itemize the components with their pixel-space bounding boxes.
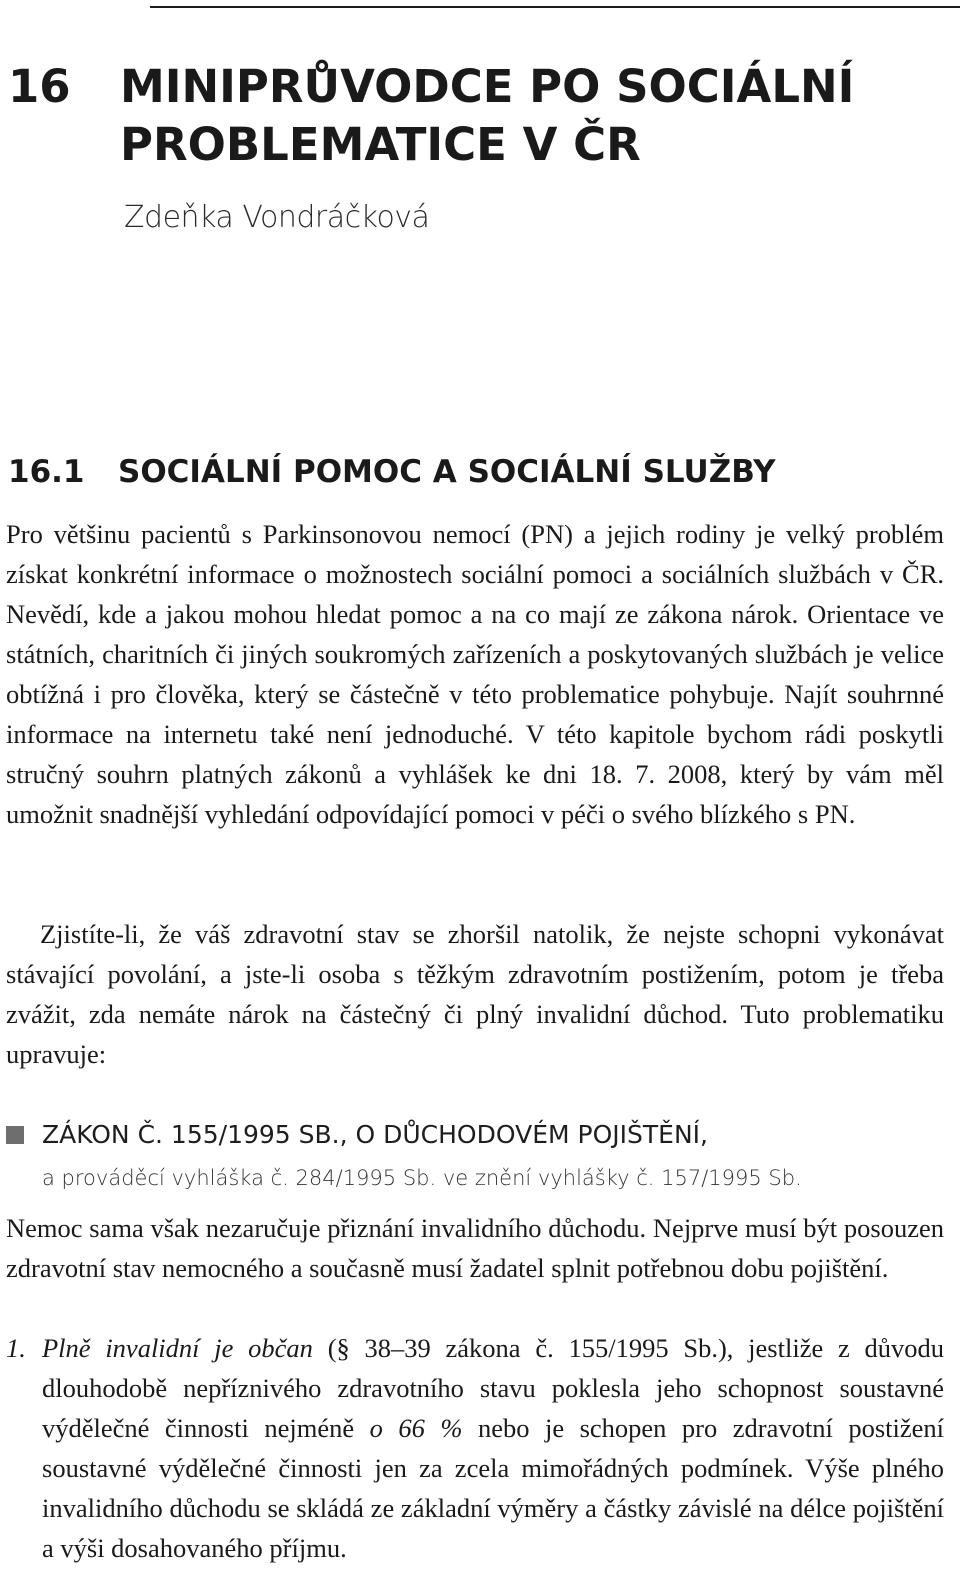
list-marker: 1. (6, 1333, 26, 1363)
list-percent-italic: o 66 % (369, 1413, 463, 1443)
chapter-title: MINIPRŮVODCE PO SOCIÁLNÍ PROBLEMATICE V ČR (120, 60, 855, 171)
author-name: Zdeňka Vondráčková (124, 200, 430, 235)
disability-paragraph: Zjistíte-li, že váš zdravotní stav se zhoršil natolik, že nejste schopni vykonávat stávající povolání, a jste-li osoba s těžkým zdravotním postižením, potom je třeba zvážit, zda nemáte nárok na částečný či plný invalidní důchod. Tuto problematiku upravuje: (6, 919, 944, 1069)
top-rule (150, 6, 960, 8)
intro-paragraph: Pro většinu pacientů s Parkinsonovou nemocí (PN) a jejich rodiny je velký problém získat konkrétní informace o možnostech sociální pomoci a sociálních službách v ČR. Nevědí, kde a jakou mohou hledat pomoc a na co mají ze zákona nárok. Orientace ve státních, charitních či jiných soukromých zařízeních a poskytovaných službách je velice obtížná i pro člověka, který se částečně v této problematice pohybuje. Najít souhrnné informace na internetu také není jednoduché. V této kapitole bychom rádi poskytli stručný souhrn platných zákonů a vyhlášek ke dni 18. 7. 2008, který by vám měl umožnit snadnější vyhledání odpovídající pomoci v péči o svého blízkého s PN. (6, 519, 944, 829)
list-lead-italic: Plně invalidní je občan (42, 1333, 313, 1363)
law-subheading: a prováděcí vyhláška č. 284/1995 Sb. ve znění vyhlášky č. 157/1995 Sb. (42, 1166, 802, 1190)
list-item (6, 1328, 944, 1568)
chapter-number: 16 (8, 60, 71, 113)
section-number: 16.1 (8, 454, 85, 490)
list-text-a: (§ 38–39 zákona č. 155/1995 Sb.), jestliže z důvodu dlouhodobě nepříznivého zdravotního stavu poklesla jeho schopnost soustavné výdělečné činnosti nejméně (42, 1333, 944, 1443)
list-item-text (42, 1328, 944, 1568)
list-text-b: nebo je schopen pro zdravotní postižení soustavné výdělečné činnosti jen za zcela mimořádných podmínek. Výše plného invalidního důchodu se skládá ze základní výměry a částky závislé na délce pojištění a výši dosahovaného příjmu. (42, 1413, 945, 1563)
section-title: SOCIÁLNÍ POMOC A SOCIÁLNÍ SLUŽBY (118, 454, 776, 490)
law-heading: ZÁKON Č. 155/1995 SB., O DŮCHODOVÉM POJIŠTĚNÍ, (42, 1120, 708, 1149)
insurance-paragraph: Nemoc sama však nezaručuje přiznání invalidního důchodu. Nejprve musí být posouzen zdravotní stav nemocného a současně musí žadatel splnit potřebnou dobu pojištění. (6, 1213, 944, 1283)
bullet-square-icon (6, 1126, 24, 1144)
